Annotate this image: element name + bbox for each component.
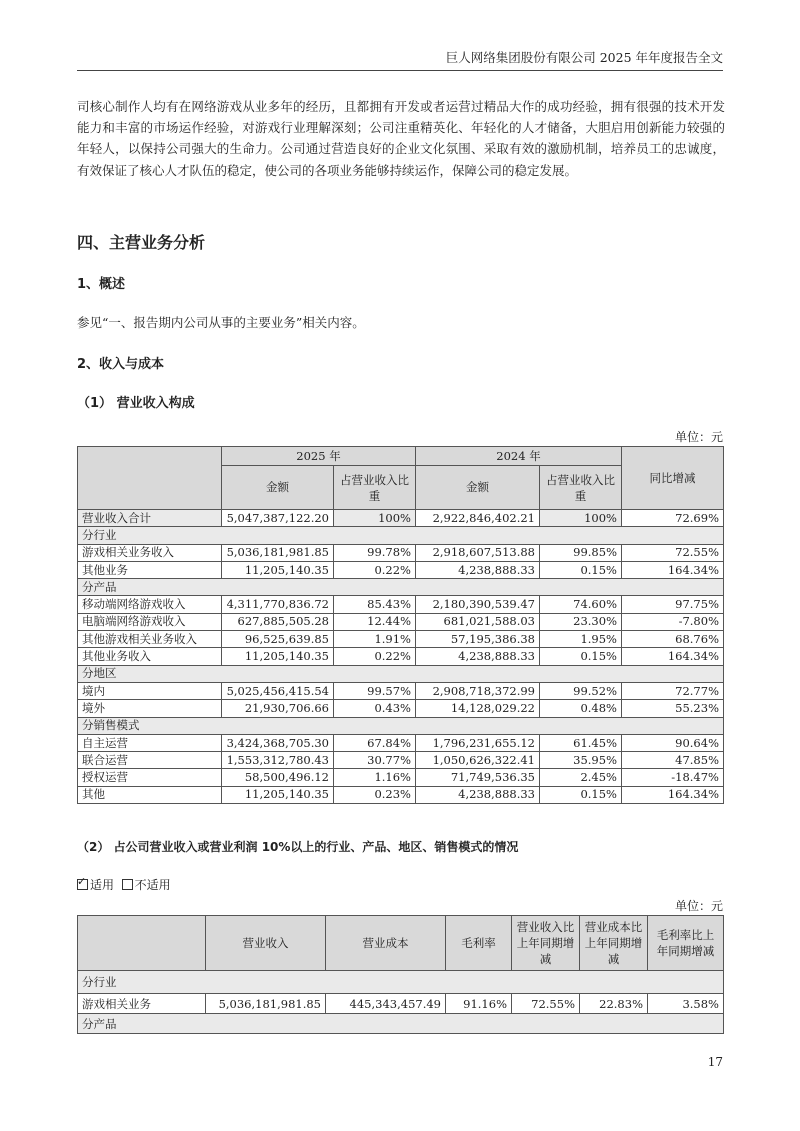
row-label: 其他业务收入: [78, 648, 222, 665]
yoy-change: 164.34%: [622, 561, 724, 578]
amount-2025: 1,553,312,780.43: [222, 752, 334, 769]
section-row-industry: [78, 971, 724, 994]
amount-2025: 11,205,140.35: [222, 648, 334, 665]
yoy-change: 164.34%: [622, 786, 724, 803]
unit-label-2: 单位：元: [674, 899, 723, 913]
amount-2024: 57,195,386.38: [416, 631, 540, 648]
table-row: [78, 752, 724, 769]
yoy-change: 72.55%: [622, 544, 724, 561]
row-label: 其他业务: [78, 561, 222, 578]
applicability-selector: [77, 876, 171, 893]
header-rule: [77, 70, 723, 71]
share-2025: 30.77%: [334, 752, 416, 769]
share-2024: 0.48%: [540, 700, 622, 717]
subsection-title-major-segments: （2） 占公司营业收入或营业利润 10%以上的行业、产品、地区、销售模式的情况: [77, 840, 519, 854]
section-row-industry: [78, 527, 724, 544]
share-2025: 100%: [334, 510, 416, 527]
row-label: 移动端网络游戏收入: [78, 596, 222, 613]
amount-2024: 2,922,846,402.21: [416, 510, 540, 527]
table2-header-revenue-yoy: 营业收入比上年同期增减: [512, 916, 580, 971]
subsection-title-revenue-composition: （1） 营业收入构成: [77, 396, 195, 411]
table1-header-share-2024: 占营业收入比重: [540, 466, 622, 510]
table-row: [78, 544, 724, 561]
share-2024: 61.45%: [540, 734, 622, 751]
section-row-sales-model: [78, 717, 724, 734]
table2-header-cost: 营业成本: [326, 916, 446, 971]
section-label: 分行业: [78, 971, 724, 994]
table1-header-2024: 2024 年: [416, 447, 622, 466]
share-2024: 23.30%: [540, 613, 622, 630]
page-number: 17: [707, 1055, 723, 1069]
cost-yoy: 22.83%: [580, 994, 648, 1014]
share-2025: 12.44%: [334, 613, 416, 630]
table1-corner: [78, 447, 222, 510]
share-2025: 1.91%: [334, 631, 416, 648]
share-2025: 99.78%: [334, 544, 416, 561]
yoy-change: 97.75%: [622, 596, 724, 613]
share-2024: 2.45%: [540, 769, 622, 786]
section-label: 分产品: [78, 1014, 724, 1034]
yoy-change: -18.47%: [622, 769, 724, 786]
table-row: [78, 596, 724, 613]
yoy-change: -7.80%: [622, 613, 724, 630]
amount-2024: 14,128,029.22: [416, 700, 540, 717]
table2-header-cost-yoy: 营业成本比上年同期增减: [580, 916, 648, 971]
amount-2024: 4,238,888.33: [416, 648, 540, 665]
amount-2025: 5,047,387,122.20: [222, 510, 334, 527]
share-2025: 1.16%: [334, 769, 416, 786]
amount-2025: 5,036,181,981.85: [222, 544, 334, 561]
table-row: [78, 648, 724, 665]
table-row: [78, 769, 724, 786]
section-row-product: [78, 579, 724, 596]
revenue: 5,036,181,981.85: [206, 994, 326, 1014]
amount-2025: 11,205,140.35: [222, 786, 334, 803]
revenue-composition-table: [77, 446, 724, 804]
amount-2025: 5,025,456,415.54: [222, 682, 334, 699]
section-row-region: [78, 665, 724, 682]
yoy-change: 72.77%: [622, 682, 724, 699]
amount-2024: 71,749,536.35: [416, 769, 540, 786]
yoy-change: 72.69%: [622, 510, 724, 527]
row-label: 授权运营: [78, 769, 222, 786]
amount-2025: 21,930,706.66: [222, 700, 334, 717]
subsection-title-revenue-cost: 2、收入与成本: [77, 357, 165, 372]
share-2025: 0.43%: [334, 700, 416, 717]
share-2024: 0.15%: [540, 561, 622, 578]
amount-2025: 11,205,140.35: [222, 561, 334, 578]
share-2024: 0.15%: [540, 648, 622, 665]
table-row: [78, 994, 724, 1014]
margin: 91.16%: [446, 994, 512, 1014]
table1-header-2025: 2025 年: [222, 447, 416, 466]
amount-2025: 3,424,368,705.30: [222, 734, 334, 751]
row-label: 游戏相关业务: [78, 994, 206, 1014]
section-label: 分地区: [78, 665, 724, 682]
section-label: 分产品: [78, 579, 724, 596]
amount-2025: 58,500,496.12: [222, 769, 334, 786]
amount-2024: 1,796,231,655.12: [416, 734, 540, 751]
yoy-change: 47.85%: [622, 752, 724, 769]
table-row-total: [78, 510, 724, 527]
share-2024: 35.95%: [540, 752, 622, 769]
row-label: 电脑端网络游戏收入: [78, 613, 222, 630]
share-2024: 74.60%: [540, 596, 622, 613]
yoy-change: 164.34%: [622, 648, 724, 665]
share-2025: 85.43%: [334, 596, 416, 613]
share-2024: 99.85%: [540, 544, 622, 561]
table-row: [78, 631, 724, 648]
table2-header-revenue: 营业收入: [206, 916, 326, 971]
major-segments-table: [77, 915, 724, 1034]
overview-text: 参见“一、报告期内公司从事的主要业务”相关内容。: [77, 315, 365, 330]
row-label: 游戏相关业务收入: [78, 544, 222, 561]
table-row: [78, 682, 724, 699]
table1-header-yoy: 同比增减: [622, 447, 724, 510]
share-2025: 67.84%: [334, 734, 416, 751]
amount-2024: 1,050,626,322.41: [416, 752, 540, 769]
amount-2024: 2,180,390,539.47: [416, 596, 540, 613]
checked-box-icon[interactable]: [77, 879, 88, 890]
applicable-label: 适用: [90, 878, 115, 892]
share-2024: 0.15%: [540, 786, 622, 803]
intro-paragraph: 司核心制作人均有在网络游戏从业多年的经历，且都拥有开发或者运营过精品大作的成功经验，拥有很强的技术开发能力和丰富的市场运作经验，对游戏行业理解深刻；公司注重精英化、年轻化的人才储备，大胆启用创新能力较强的年轻人，以保持公司强大的生命力。公司通过营造良好的企业文化氛围、采取有效的激励机制，培养员工的忠诚度，有效保证了核心人才队伍的稳定，使公司的各项业务能够持续运作，保障公司的稳定发展。: [77, 99, 725, 178]
section-row-product: [78, 1014, 724, 1034]
table1-header-amount-2024: 金额: [416, 466, 540, 510]
row-label: 营业收入合计: [78, 510, 222, 527]
share-2025: 0.22%: [334, 561, 416, 578]
section-title-main-business: 四、主营业务分析: [77, 233, 206, 252]
table-row: [78, 613, 724, 630]
share-2025: 0.22%: [334, 648, 416, 665]
table1-header-share-2025: 占营业收入比重: [334, 466, 416, 510]
section-label: 分行业: [78, 527, 724, 544]
table-row: [78, 786, 724, 803]
table2-corner: [78, 916, 206, 971]
table2-header-margin-yoy: 毛利率比上年同期增减: [648, 916, 724, 971]
share-2025: 0.23%: [334, 786, 416, 803]
table-row: [78, 561, 724, 578]
amount-2024: 2,908,718,372.99: [416, 682, 540, 699]
share-2025: 99.57%: [334, 682, 416, 699]
unit-label-1: 单位：元: [674, 430, 723, 444]
table2-header-margin: 毛利率: [446, 916, 512, 971]
amount-2024: 4,238,888.33: [416, 786, 540, 803]
amount-2024: 681,021,588.03: [416, 613, 540, 630]
not-applicable-label: 不适用: [134, 878, 171, 892]
row-label: 境外: [78, 700, 222, 717]
amount-2025: 4,311,770,836.72: [222, 596, 334, 613]
share-2024: 1.95%: [540, 631, 622, 648]
amount-2024: 4,238,888.33: [416, 561, 540, 578]
amount-2024: 2,918,607,513.88: [416, 544, 540, 561]
row-label: 联合运营: [78, 752, 222, 769]
share-2024: 100%: [540, 510, 622, 527]
cost: 445,343,457.49: [326, 994, 446, 1014]
amount-2025: 96,525,639.85: [222, 631, 334, 648]
table-row: [78, 734, 724, 751]
yoy-change: 55.23%: [622, 700, 724, 717]
section-label: 分销售模式: [78, 717, 724, 734]
row-label: 自主运营: [78, 734, 222, 751]
page-header-title: 巨人网络集团股份有限公司 2025 年年度报告全文: [445, 50, 723, 65]
row-label: 其他: [78, 786, 222, 803]
margin-yoy: 3.58%: [648, 994, 724, 1014]
share-2024: 99.52%: [540, 682, 622, 699]
yoy-change: 90.64%: [622, 734, 724, 751]
amount-2025: 627,885,505.28: [222, 613, 334, 630]
table-row: [78, 700, 724, 717]
row-label: 其他游戏相关业务收入: [78, 631, 222, 648]
yoy-change: 68.76%: [622, 631, 724, 648]
revenue-yoy: 72.55%: [512, 994, 580, 1014]
subsection-title-overview: 1、概述: [77, 277, 126, 292]
row-label: 境内: [78, 682, 222, 699]
table1-header-amount-2025: 金额: [222, 466, 334, 510]
unchecked-box-icon[interactable]: [122, 879, 133, 890]
